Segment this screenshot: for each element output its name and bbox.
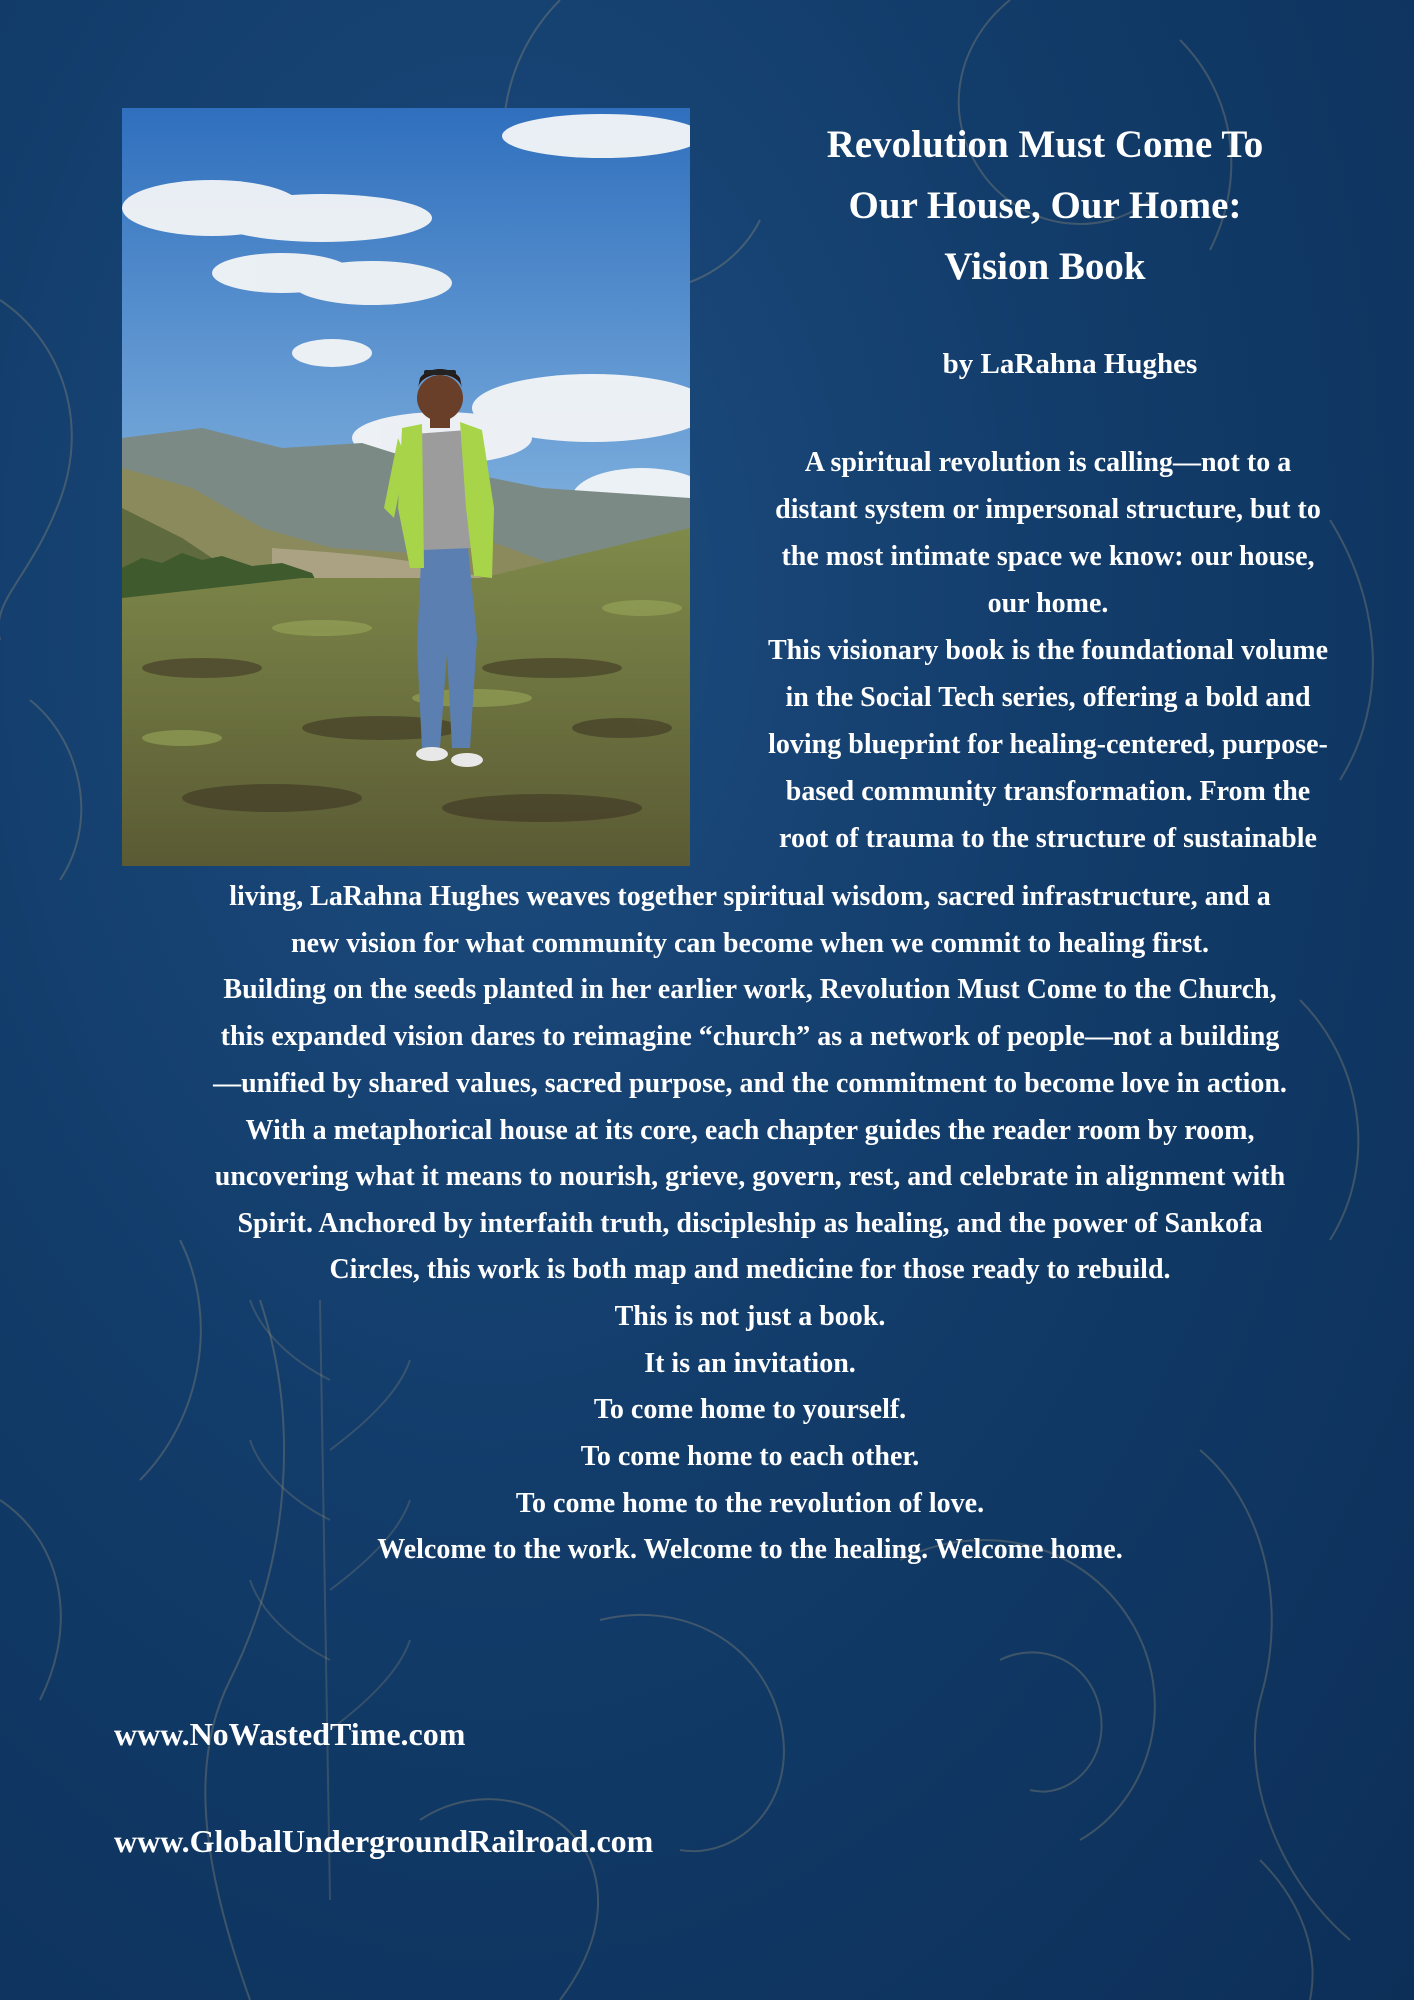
description-line: uncovering what it means to nourish, grieve, govern, rest, and celebrate in alignment with <box>214 1161 1286 1192</box>
description-line: A spiritual revolution is calling—not to a <box>804 447 1292 478</box>
description-line: With a metaphorical house at its core, each chapter guides the reader room by room, <box>245 1115 1255 1146</box>
description-line: based community transformation. From the <box>785 776 1311 807</box>
closing-line: To come home to yourself. <box>593 1394 907 1425</box>
description-line: Spirit. Anchored by interfaith truth, discipleship as healing, and the power of Sankofa <box>237 1208 1263 1239</box>
title-line: Vision Book <box>944 245 1146 288</box>
description-line: in the Social Tech series, offering a bold and <box>785 682 1311 713</box>
description-line: the most intimate space we know: our house, <box>781 541 1315 572</box>
author-photo <box>122 108 690 866</box>
closing-line: To come home to the revolution of love. <box>515 1488 985 1519</box>
closing-line: To come home to each other. <box>580 1441 920 1472</box>
description-line: Building on the seeds planted in her earlier work, Revolution Must Come to the Church, <box>223 974 1277 1005</box>
author-byline: by LaRahna Hughes <box>942 348 1198 380</box>
description-line: This visionary book is the foundational volume <box>767 635 1329 666</box>
book-title <box>760 114 1330 297</box>
description-line: loving blueprint for healing-centered, purpose- <box>768 729 1328 760</box>
description-line: root of trauma to the structure of sustainable <box>779 823 1317 854</box>
closing-line: It is an invitation. <box>644 1348 856 1379</box>
website-link-nowastedtime[interactable]: www.NoWastedTime.com <box>114 1716 466 1752</box>
closing-line: Welcome to the work. Welcome to the healing. Welcome home. <box>377 1534 1123 1565</box>
description-line: living, LaRahna Hughes weaves together spiritual wisdom, sacred infrastructure, and a <box>229 881 1271 912</box>
title-line: Our House, Our Home: <box>848 184 1242 227</box>
description-line: distant system or impersonal structure, but to <box>775 494 1321 525</box>
description-line: Circles, this work is both map and medicine for those ready to rebuild. <box>329 1254 1171 1285</box>
description-line: this expanded vision dares to reimagine “church” as a network of people—not a building <box>220 1021 1280 1052</box>
description-line: new vision for what community can become when we commit to healing first. <box>291 928 1209 959</box>
description-line: —unified by shared values, sacred purpose, and the commitment to become love in action. <box>213 1068 1287 1099</box>
title-line: Revolution Must Come To <box>826 123 1264 166</box>
website-link-globalundergroundrailroad[interactable]: www.GlobalUndergroundRailroad.com <box>114 1823 654 1859</box>
description-line: our home. <box>987 588 1109 619</box>
closing-line: This is not just a book. <box>614 1301 886 1332</box>
